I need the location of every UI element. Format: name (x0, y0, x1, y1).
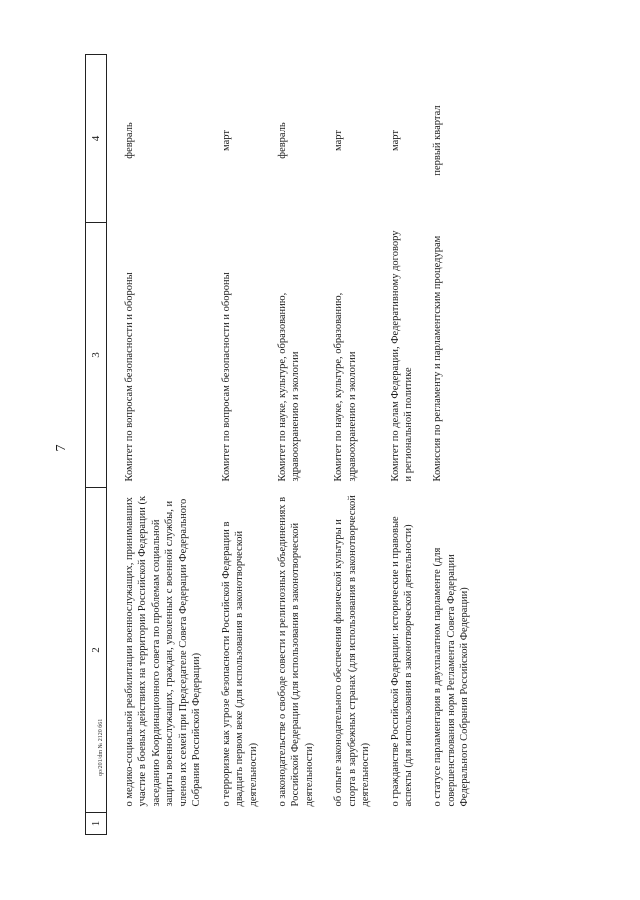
row-number-cell (421, 813, 477, 835)
row-number-cell (322, 813, 378, 835)
table-row (107, 55, 210, 835)
table-row (210, 55, 266, 835)
committee-cell: Комитет по науке, культуре, образованию, здравоохранению и экологии (276, 292, 302, 482)
topic-cell: о медико-социальной реабилитации военнослужащих, принимавших участие в боевых действиях на территории Российской Федерации (к заседанию Координационного совета по проблемам социальной защиты военнослужащих, граждан, уволенных с военной службы, и членов их семей при Председателе Совета Федерации Федерального Собрания Российской Федерации) (124, 495, 203, 807)
column-header-3: 3 (86, 223, 107, 488)
committee-cell: Комитет по вопросам безопасности и обороны (124, 272, 135, 482)
row-number-cell (379, 813, 422, 835)
term-cell: март (389, 130, 401, 151)
committee-cell: Комитет по науке, культуре, образованию, здравоохранению и экологии (333, 292, 358, 482)
committee-cell: Комиссия по регламенту и парламентским процедурам (432, 235, 444, 482)
table-row (379, 55, 422, 835)
plan-table (85, 54, 478, 835)
table-row (266, 55, 322, 835)
topic-cell: об опыте законодательного обеспечения физической культуры и спорта в зарубежных странах (для использования в законотворческой деятельности) (333, 495, 372, 807)
topic-cell: о законодательстве о свободе совести и религиозных объединениях в Российской Федерации (для использования в законотворческой деятельности) (276, 496, 315, 807)
table-header-row (86, 55, 107, 835)
footer-code: qo/201/dm № 2120 б61 (98, 718, 104, 776)
topic-cell: о статусе парламентария в двухпалатном парламенте (для совершенствования норм Регламента Совета Федерации Федерального Собрания Российской Федерации) (432, 547, 471, 807)
topic-cell: о терроризме как угрозе безопасности Российской Федерации в двадцать первом веке (для использования в законотворческой деятельности) (220, 521, 259, 807)
term-cell: февраль (124, 122, 135, 159)
committee-cell: Комитет по делам Федерации, Федеративному договору и региональной политике (389, 230, 414, 482)
row-number-cell (266, 813, 322, 835)
row-number-cell (107, 813, 210, 835)
column-header-4: 4 (86, 55, 107, 223)
page-number: 7 (54, 444, 69, 452)
row-number-cell (210, 813, 266, 835)
column-header-1: 1 (86, 813, 107, 835)
column-header-2: 2 (86, 488, 107, 813)
plan-table-container (85, 55, 535, 835)
committee-cell: Комитет по вопросам безопасности и обороны (220, 272, 232, 482)
table-row (421, 55, 477, 835)
term-cell: март (333, 130, 345, 151)
term-cell: первый квартал (432, 105, 444, 176)
topic-cell: о гражданстве Российской Федерации: исторические и правовые аспекты (для использования в законотворческой деятельности) (389, 516, 414, 807)
term-cell: февраль (276, 122, 288, 159)
term-cell: март (220, 130, 232, 151)
table-row (322, 55, 378, 835)
